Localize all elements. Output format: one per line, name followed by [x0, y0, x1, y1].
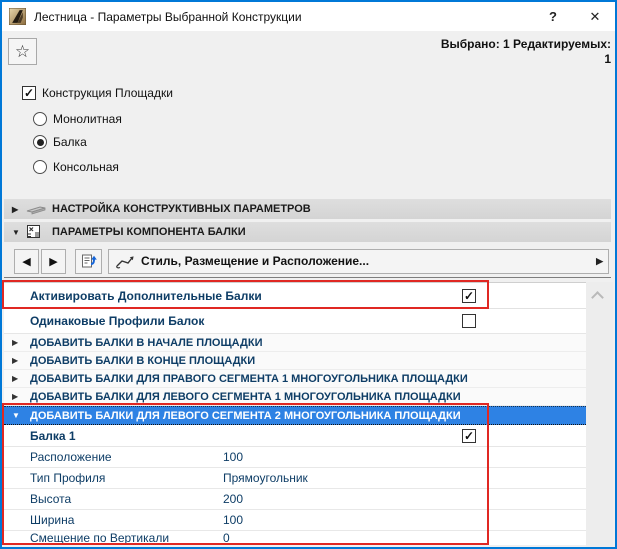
chevron-right-icon: ▶ — [12, 338, 19, 347]
group-label: ДОБАВИТЬ БАЛКИ ДЛЯ ЛЕВОГО СЕГМЕНТА 2 МНОГОУГОЛЬНИКА ПЛОЩАДКИ — [30, 409, 461, 422]
param-value[interactable]: 100 — [223, 450, 244, 464]
scrollbar[interactable] — [586, 282, 613, 547]
param-row-width[interactable] — [4, 510, 586, 531]
radio-monolithic-label: Монолитная — [53, 112, 122, 126]
radio-icon[interactable] — [33, 160, 47, 174]
radio-cantilever[interactable] — [33, 160, 119, 174]
check-icon: ✓ — [463, 428, 475, 443]
beam-icon — [26, 203, 48, 215]
param-value[interactable]: Прямоугольник — [223, 471, 308, 485]
star-icon: ☆ — [14, 41, 31, 61]
group-row-beams-left-segment-1[interactable] — [4, 388, 586, 406]
placement-scheme-icon — [115, 254, 135, 269]
param-row-activate-additional-beams[interactable] — [4, 283, 586, 309]
param-checkbox-checked[interactable] — [462, 289, 476, 303]
scheme-next-arrow-icon: ▶ — [596, 255, 603, 266]
param-checkbox-checked[interactable] — [462, 429, 476, 443]
chevron-right-icon: ▶ — [12, 374, 19, 383]
param-label: Тип Профиля — [30, 471, 106, 485]
param-value[interactable]: 0 — [223, 530, 230, 545]
param-row-beam-1[interactable] — [4, 425, 586, 447]
param-row-vertical-offset[interactable] — [4, 531, 586, 544]
param-label: Ширина — [30, 513, 75, 527]
radio-monolithic[interactable] — [33, 112, 122, 126]
radio-beam-label: Балка — [53, 135, 87, 149]
chevron-right-icon: ▶ — [12, 392, 19, 401]
toolbar-separator — [4, 277, 611, 278]
radio-cantilever-label: Консольная — [53, 160, 119, 174]
group-row-beams-left-segment-2-selected[interactable] — [4, 406, 586, 425]
selection-info — [441, 37, 611, 67]
stair-app-icon — [9, 8, 26, 25]
group-label: ДОБАВИТЬ БАЛКИ В КОНЦЕ ПЛОЩАДКИ — [30, 354, 256, 367]
group-row-beams-at-landing-start[interactable] — [4, 334, 586, 352]
scheme-dropdown-label: Стиль, Размещение и Расположение... — [141, 254, 370, 268]
transfer-settings-button[interactable] — [75, 249, 102, 274]
param-label: Расположение — [30, 450, 112, 464]
group-label: ДОБАВИТЬ БАЛКИ ДЛЯ ПРАВОГО СЕГМЕНТА 1 МНОГОУГОЛЬНИКА ПЛОЩАДКИ — [30, 372, 468, 385]
param-label: Смещение по Вертикали — [30, 530, 170, 545]
param-row-profile-type[interactable] — [4, 468, 586, 489]
selection-count-line1: Выбрано: 1 Редактируемых: — [440, 37, 611, 51]
param-row-height[interactable] — [4, 489, 586, 510]
param-label: Активировать Дополнительные Балки — [30, 288, 262, 303]
param-label: Балка 1 — [30, 428, 76, 443]
chevron-right-icon: ▶ — [12, 356, 19, 365]
transfer-settings-icon — [80, 252, 98, 270]
favorites-button[interactable] — [8, 38, 37, 65]
group-row-beams-right-segment-1[interactable] — [4, 370, 586, 388]
radio-icon[interactable] — [33, 112, 47, 126]
check-icon: ✓ — [463, 288, 475, 303]
parameters-toolbar — [14, 248, 609, 274]
param-row-position[interactable] — [4, 447, 586, 468]
landing-structure-label: Конструкция Площадки — [42, 86, 173, 100]
previous-page-button[interactable]: ◀ — [14, 249, 39, 274]
group-label: ДОБАВИТЬ БАЛКИ В НАЧАЛЕ ПЛОЩАДКИ — [30, 336, 263, 349]
section-beam-component-parameters-label: ПАРАМЕТРЫ КОМПОНЕНТА БАЛКИ — [52, 226, 246, 238]
section-structural-settings-label: НАСТРОЙКА КОНСТРУКТИВНЫХ ПАРАМЕТРОВ — [52, 203, 311, 215]
section-structural-settings[interactable] — [4, 199, 611, 219]
chevron-right-icon: ▶ — [12, 204, 19, 214]
next-page-button[interactable]: ▶ — [41, 249, 66, 274]
radio-beam[interactable] — [33, 135, 87, 149]
param-checkbox-unchecked[interactable] — [462, 314, 476, 328]
param-row-identical-beam-profiles[interactable] — [4, 309, 586, 334]
beam-parameters-list — [4, 282, 586, 545]
selection-count-line2: 1 — [604, 52, 611, 66]
window-title: Лестница - Параметры Выбранной Конструкции — [34, 9, 302, 24]
chevron-down-icon: ▼ — [12, 411, 20, 420]
title-bar — [2, 2, 615, 31]
section-beam-component-parameters[interactable] — [4, 222, 611, 242]
scheme-dropdown[interactable] — [108, 249, 609, 274]
param-value[interactable]: 100 — [223, 513, 244, 527]
group-row-beams-at-landing-end[interactable] — [4, 352, 586, 370]
landing-structure-checkbox-row[interactable] — [22, 86, 173, 100]
group-label: ДОБАВИТЬ БАЛКИ ДЛЯ ЛЕВОГО СЕГМЕНТА 1 МНОГОУГОЛЬНИКА ПЛОЩАДКИ — [30, 390, 461, 403]
check-icon: ✓ — [23, 86, 35, 100]
parameters-icon — [26, 224, 48, 240]
help-button[interactable]: ? — [549, 9, 557, 24]
close-button[interactable]: ✕ — [589, 8, 601, 24]
landing-structure-checkbox[interactable] — [22, 86, 36, 100]
chevron-down-icon: ▼ — [12, 227, 20, 237]
scroll-up-icon[interactable] — [593, 291, 602, 300]
param-label: Высота — [30, 492, 72, 506]
radio-selected-icon[interactable] — [33, 135, 47, 149]
param-value[interactable]: 200 — [223, 492, 244, 506]
param-label: Одинаковые Профили Балок — [30, 314, 205, 328]
